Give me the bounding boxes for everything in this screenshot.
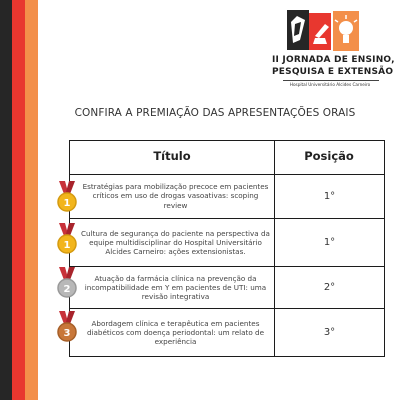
row-position: 2°	[323, 282, 336, 293]
row-title: Cultura de segurança do paciente na perspectiva da equipe multidisciplinar do Hospital Universitário Alcides Carneiro: ações extensionistas.	[81, 228, 270, 257]
table-row	[70, 174, 384, 219]
row-position: 3°	[323, 327, 336, 338]
row-position: 1°	[323, 190, 336, 202]
table-row	[70, 267, 384, 309]
row-position: 1°	[323, 237, 336, 248]
awards-table	[69, 140, 385, 357]
event-title-line1: II JORNADA DE ENSINO,	[272, 55, 395, 65]
side-stripe-dark	[0, 0, 12, 400]
row-title: Abordagem clínica e terapêutica em pacientes diabéticos com doença periodontal: um relato de experiência	[86, 318, 265, 347]
svg-text:3: 3	[63, 328, 71, 339]
svg-text:1: 1	[63, 198, 71, 209]
event-subtitle: Hospital Universitário Alcides Carneiro	[289, 82, 371, 87]
event-logo	[287, 10, 367, 52]
page-heading: CONFIRA A PREMIAÇÃO DAS APRESENTAÇÕES ORAIS	[74, 107, 356, 119]
row-title: Atuação da farmácia clínica na prevenção da incompatibilidade em Y em pacientes de UTI: uma revisão integrativa	[84, 273, 267, 302]
svg-text:1: 1	[63, 240, 71, 251]
gold-medal-1-icon	[56, 222, 78, 258]
table-header	[70, 141, 384, 175]
event-title	[272, 54, 395, 78]
bronze-medal-3-icon	[56, 310, 78, 346]
event-divider	[283, 80, 379, 81]
row-title: Estratégias para mobilização precoce em pacientes críticos em uso de drogas vasoativas: scoping review	[82, 182, 269, 210]
side-stripe-red	[12, 0, 25, 400]
svg-text:2: 2	[63, 284, 71, 295]
column-header-position: Posição	[304, 149, 354, 163]
side-stripe-orange	[25, 0, 38, 400]
silver-medal-2-icon	[56, 266, 78, 302]
event-title-line2: PESQUISA E EXTENSÃO	[272, 67, 394, 77]
table-row	[70, 309, 384, 356]
column-header-title: Título	[153, 149, 191, 163]
gold-medal-1-icon	[56, 180, 78, 216]
table-row	[70, 219, 384, 267]
